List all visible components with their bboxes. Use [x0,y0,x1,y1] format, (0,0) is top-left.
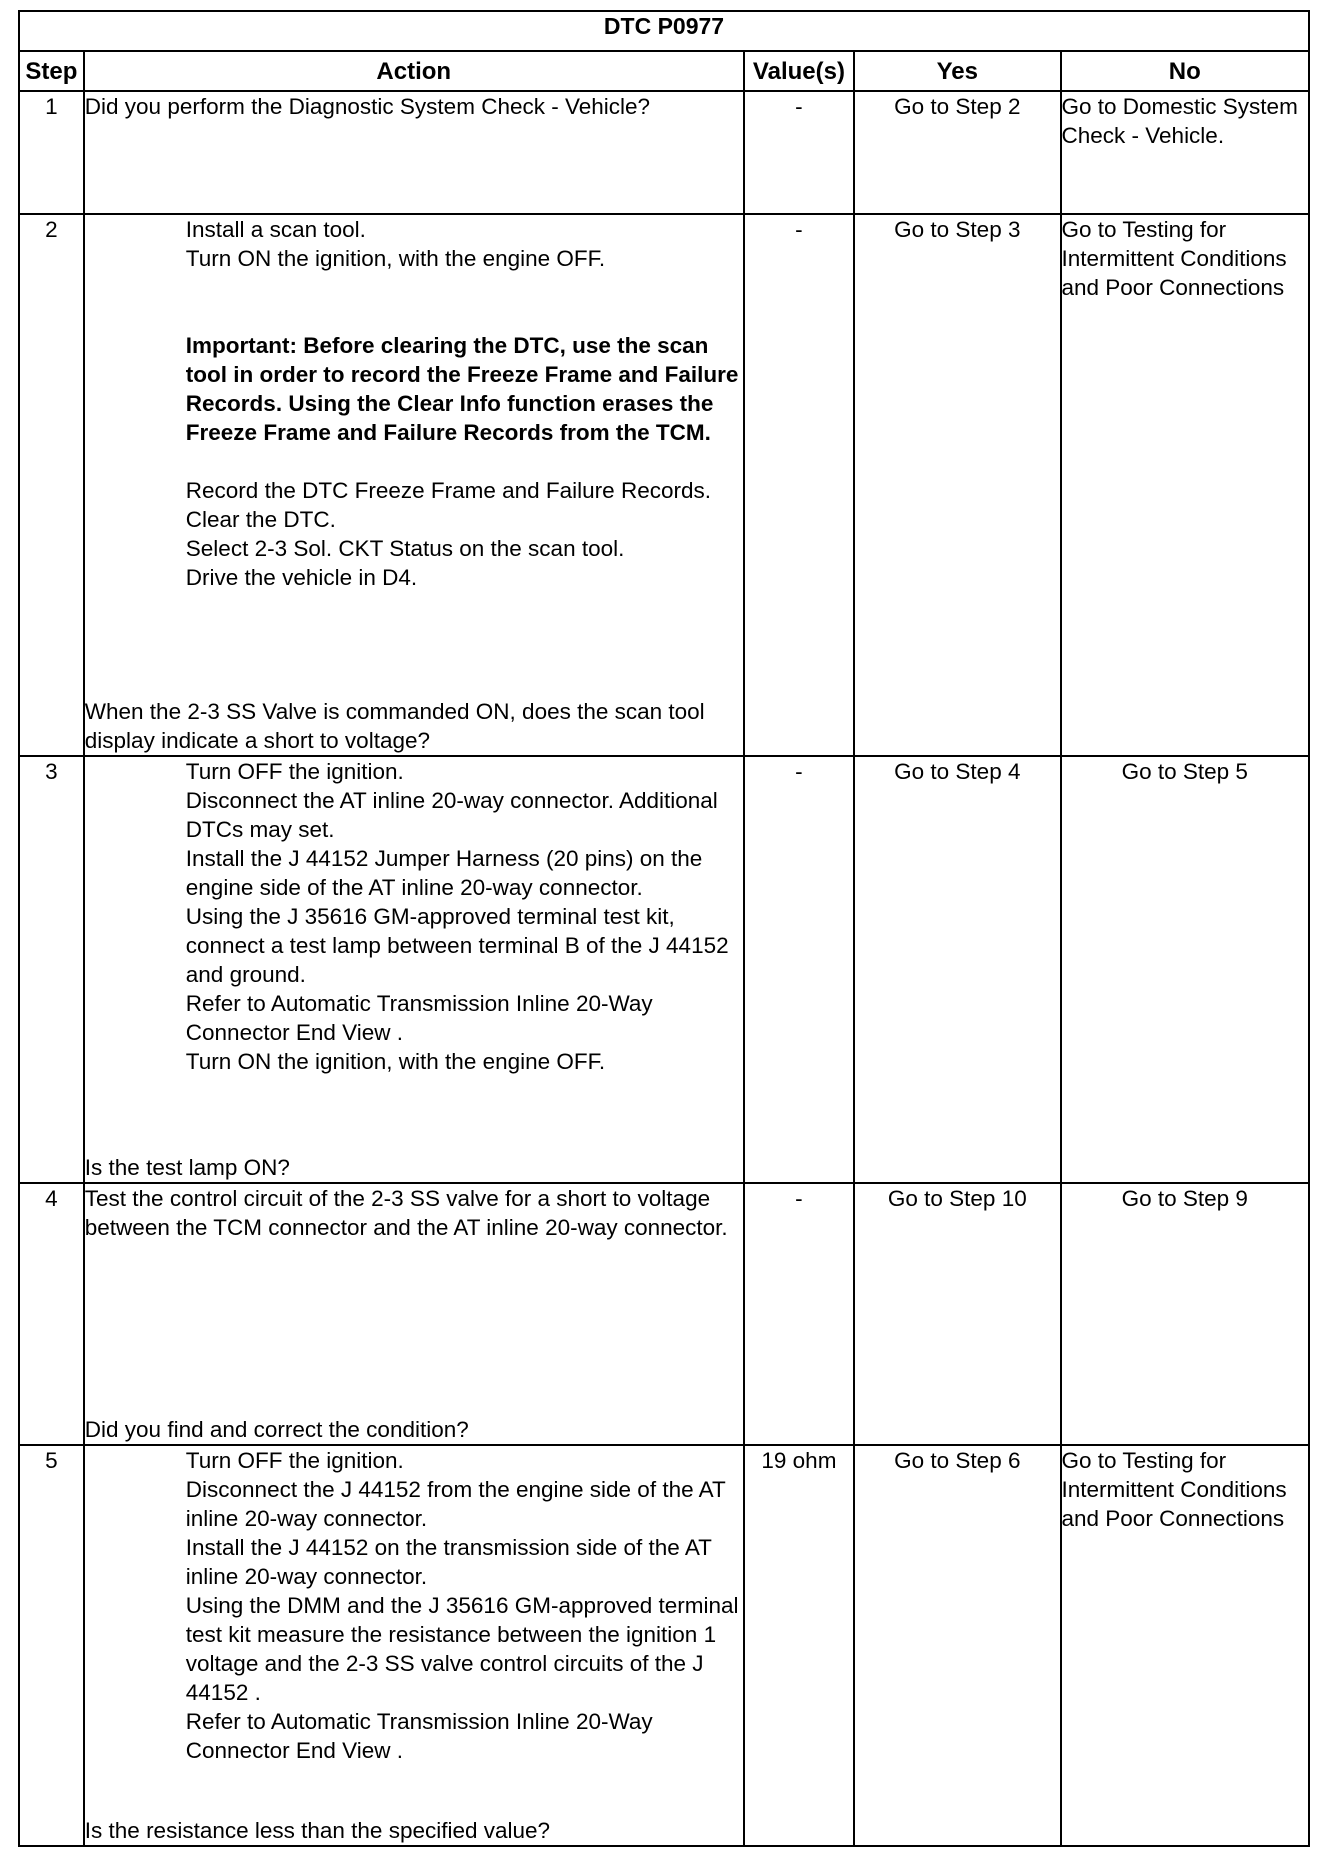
action-item: Refer to Automatic Transmission Inline 20-Way Connector End View . [185,991,653,1045]
value-cell: - [744,214,854,756]
action-question: Is the test lamp ON? [84,1155,290,1180]
action-item: Clear the DTC. [185,507,336,532]
action-item: Using the J 35616 GM-approved terminal test kit, connect a test lamp between terminal B of the J 44152 and ground. [185,904,729,987]
action-item: Install the J 44152 on the transmission side of the AT inline 20-way connector. [185,1535,712,1589]
action-item: Disconnect the J 44152 from the engine side of the AT inline 20-way connector. [185,1477,726,1531]
step-number: 4 [19,1183,84,1445]
table-row [19,214,1309,756]
action-question: When the 2-3 SS Valve is commanded ON, does the scan tool display indicate a short to voltage? [84,699,705,753]
action-cell [84,756,744,1183]
step-number: 5 [19,1445,84,1846]
yes-link[interactable]: Go to Step 6 [854,1445,1060,1846]
action-item: Refer to Automatic Transmission Inline 20-Way Connector End View . [185,1709,653,1763]
yes-link[interactable]: Go to Step 2 [854,91,1060,214]
table-row [19,756,1309,1183]
action-item: Turn ON the ignition, with the engine OFF. [185,246,606,271]
action-item: Install the J 44152 Jumper Harness (20 pins) on the engine side of the AT inline 20-way connector. [185,846,703,900]
action-item: Record the DTC Freeze Frame and Failure Records. [185,478,711,503]
yes-link[interactable]: Go to Step 10 [854,1183,1060,1445]
value-cell: - [744,756,854,1183]
action-cell [84,214,744,756]
yes-link[interactable]: Go to Step 4 [854,756,1060,1183]
action-item: Turn OFF the ignition. [185,1448,404,1473]
action-cell [84,1183,744,1445]
no-link[interactable]: Go to Testing for Intermittent Conditions and Poor Connections [1061,1445,1310,1846]
table-row [19,91,1309,214]
action-item: Select 2-3 Sol. CKT Status on the scan tool. [185,536,625,561]
action-item: Disconnect the AT inline 20-way connector. Additional DTCs may set. [185,788,718,842]
dtc-table [18,10,1310,1847]
no-link[interactable]: Go to Testing for Intermittent Conditions and Poor Connections [1061,214,1310,756]
step-number: 1 [19,91,84,214]
value-cell: 19 ohm [744,1445,854,1846]
value-cell: - [744,1183,854,1445]
header-no: No [1061,51,1310,91]
table-row [19,1183,1309,1445]
header-action: Action [84,51,744,91]
header-values: Value(s) [744,51,854,91]
no-link[interactable]: Go to Step 9 [1061,1183,1310,1445]
header-row [19,51,1309,91]
action-cell [84,91,744,214]
action-item: Install a scan tool. [185,217,366,242]
yes-link[interactable]: Go to Step 3 [854,214,1060,756]
action-item: Turn OFF the ignition. [185,759,404,784]
step-number: 2 [19,214,84,756]
action-item: Drive the vehicle in D4. [185,565,418,590]
action-item: Turn ON the ignition, with the engine OFF. [185,1049,606,1074]
action-item: Using the DMM and the J 35616 GM-approved terminal test kit measure the resistance between the ignition 1 voltage and the 2-3 SS valve control circuits of the J 44152 . [185,1593,739,1705]
action-cell [84,1445,744,1846]
action-question: Did you find and correct the condition? [84,1417,469,1442]
no-link[interactable]: Go to Domestic System Check - Vehicle. [1061,91,1310,214]
value-cell: - [744,91,854,214]
table-title: DTC P0977 [19,11,1309,51]
table-row [19,1445,1309,1846]
important-note: Important: Before clearing the DTC, use the scan tool in order to record the Freeze Frame and Failure Records. Using the Clear Info function erases the Freeze Frame and Failure Records from the TCM. [185,333,739,445]
header-yes: Yes [854,51,1060,91]
header-step: Step [19,51,84,91]
action-text: Test the control circuit of the 2-3 SS valve for a short to voltage between the TCM connector and the AT inline 20-way connector. [84,1186,728,1240]
no-link[interactable]: Go to Step 5 [1061,756,1310,1183]
action-question: Did you perform the Diagnostic System Check - Vehicle? [84,94,651,119]
action-question: Is the resistance less than the specified value? [84,1818,551,1843]
step-number: 3 [19,756,84,1183]
